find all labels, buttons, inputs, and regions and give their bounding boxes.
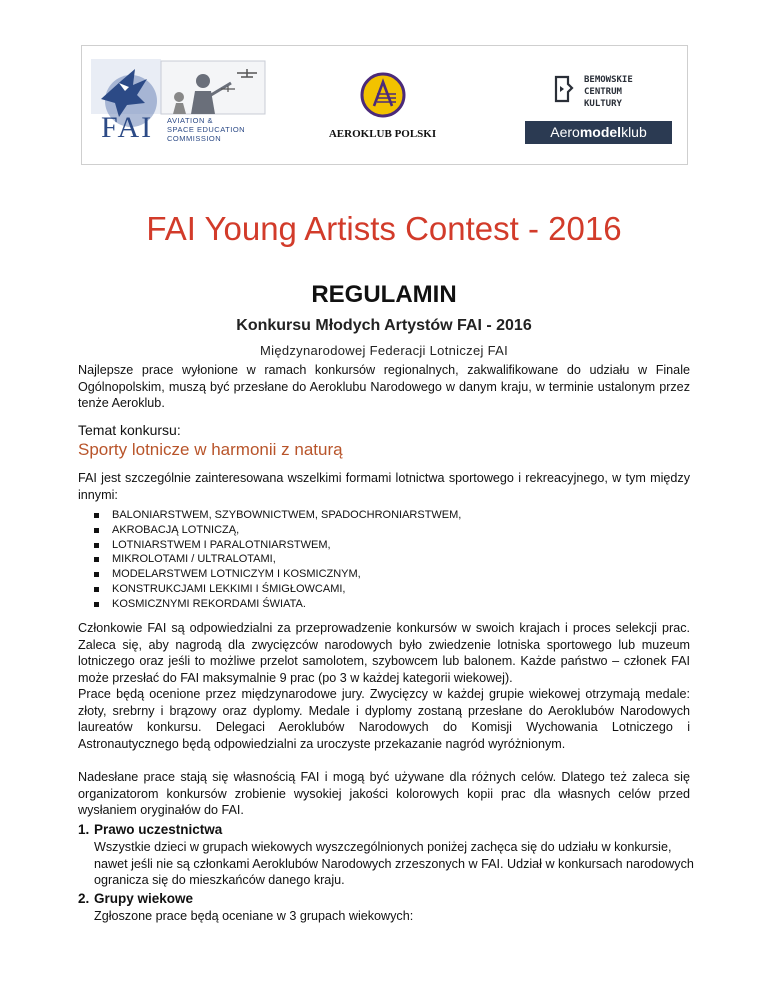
section-heading-1 — [78, 822, 222, 837]
amk-suffix: klub — [621, 124, 647, 140]
interest-paragraph: FAI jest szczególnie zainteresowana wszelkimi formami lotnictwa sportowego i rekreacyjnego, w tym między innymi: — [78, 471, 690, 502]
bck-label — [584, 74, 633, 110]
intro-paragraph: Najlepsze prace wyłonione w ramach konkursów regionalnych, zakwalifikowane do udziału w Finale Ogólnopolskim, muszą być przesłane do Aeroklubu Narodowego w danym kraju, w terminie ustalonym przez tenże Aeroklub. — [78, 363, 690, 410]
section-heading-2 — [78, 891, 193, 906]
bck-line-1: BEMOWSKIE — [584, 75, 633, 85]
document-heading: REGULAMIN — [311, 281, 457, 308]
bck-logo-icon — [553, 74, 575, 104]
body-paragraph-2: Prace będą ocenione przez międzynarodowe jury. Zwycięzcy w każdej grupie wiekowej otrzymają medale: złoty, srebrny i brązowy oraz dyplomy. Medale i dyplomy zostaną przesłane do Aeroklubów Narodowych laureatów konkursu. Delegaci Aeroklubów Narodowych do Komisji Wychowania Lotniczego i Astronautycznego będą odpowiedzialni za uroczyste przekazanie nagród wyróżnionym. — [78, 687, 690, 751]
fai-sub-line-2: SPACE EDUCATION — [167, 125, 246, 134]
section-body-1: Wszystkie dzieci w grupach wiekowych wyszczególnionych poniżej zachęca się do udziału w konkursie, nawet jeśli nie są członkami Aeroklubów Narodowych zrzeszonych w FAI. Udział w konkursach narodowych ogranicza się do mieszkańców danego kraju. — [94, 840, 694, 887]
aeroklub-polski-label: AEROKLUB POLSKI — [328, 128, 437, 140]
section-body-2: Zgłoszone prace będą oceniane w 3 grupach wiekowych: — [94, 909, 414, 923]
list-item: LOTNIARSTWEM I PARALOTNIARSTWEM, — [92, 538, 461, 553]
fai-sub-line-3: COMMISSION — [167, 134, 222, 143]
list-item: BALONIARSTWEM, SZYBOWNICTWEM, SPADOCHRONIARSTWEM, — [92, 508, 461, 523]
list-item: MODELARSTWEM LOTNICZYM I KOSMICZNYM, — [92, 567, 461, 582]
bck-line-3: KULTURY — [584, 99, 622, 109]
amk-bold: model — [579, 124, 622, 140]
section-number: 1. — [78, 822, 90, 837]
body-paragraph-1: Członkowie FAI są odpowiedzialni za przeprowadzenie konkursów w swoich krajach i proces selekcji prac. Zaleca się, aby nagrodą dla zwycięzców narodowych było zwiedzenie lotniska sportowego lub muzeum lotniczego oraz jeśli to możliwe przelot samolotem, szybowcem lub balonem. Każde państwo – członek FAI może przesłać do FAI maksymalnie 9 prac (po 3 w każdej kategorii wiekowej). — [78, 621, 690, 685]
fai-logo — [91, 59, 267, 151]
body-paragraph-3: Nadesłane prace stają się własnością FAI i mogą być używane dla różnych celów. Dlatego też zaleca się organizatorom konkursów zrobienie wysokiej jakości kolorowych kopii prac dla własnych celów przed wysłaniem oryginałów do FAI. — [78, 770, 690, 817]
document-subheading-2: Międzynarodowej Federacji Lotniczej FAI — [260, 343, 508, 358]
section-number: 2. — [78, 891, 90, 906]
sports-list — [92, 508, 461, 612]
section-title: Grupy wiekowe — [94, 891, 194, 906]
list-item: AKROBACJĄ LOTNICZĄ, — [92, 523, 461, 538]
bck-line-2: CENTRUM — [584, 87, 622, 97]
page-title: FAI Young Artists Contest - 2016 — [146, 210, 622, 247]
section-title: Prawo uczestnictwa — [94, 822, 223, 837]
fai-wordmark: FAI — [101, 111, 154, 144]
list-item: MIKROLOTAMI / ULTRALOTAMI, — [92, 552, 461, 567]
aeromodelklub-logo — [525, 121, 672, 144]
theme-value: Sporty lotnicze w harmonii z naturą — [78, 440, 343, 459]
fai-commission-label — [167, 116, 245, 143]
aeroklub-polski-emblem-icon — [360, 72, 406, 118]
list-item: KOSMICZNYMI REKORDAMI ŚWIATA. — [92, 597, 461, 612]
fai-sub-line-1: AVIATION & — [167, 116, 213, 125]
theme-label: Temat konkursu: — [78, 422, 181, 438]
amk-prefix: Aero — [550, 124, 580, 140]
document-subheading: Konkursu Młodych Artystów FAI - 2016 — [236, 317, 532, 334]
list-item: KONSTRUKCJAMI LEKKIMI I ŚMIGŁOWCAMI, — [92, 582, 461, 597]
